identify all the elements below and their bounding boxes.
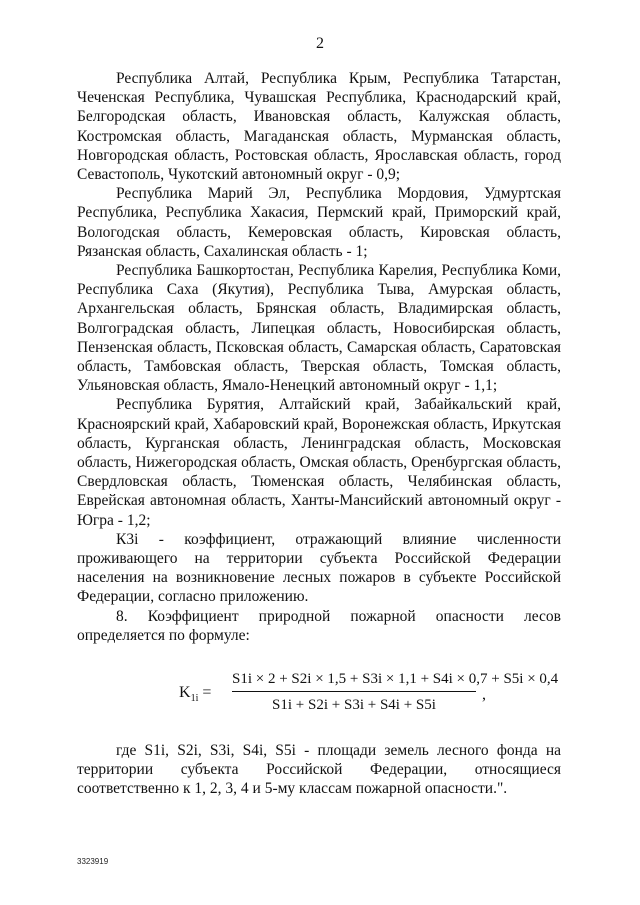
paragraph-coefficient-1-1: Республика Башкортостан, Республика Карелия, Республика Коми, Республика Саха (Якутия), Республика Тыва, Амурская область, Архангельская область, Брянская область, Владимирская область, Волгоградская область, Липецкая область, Новосибирская область, Пензенская область, Псковская область, Самарская область, Саратовская область, Тамбовская область, Тверская область, Томская область, Ульяновская область, Ямало-Ненецкий автономный округ - 1,1;	[77, 262, 561, 395]
formula-trailing-comma: ,	[482, 686, 486, 703]
paragraph-coefficient-0-9: Республика Алтай, Республика Крым, Республика Татарстан, Чеченская Республика, Чувашская Республика, Краснодарский край, Белгородская область, Ивановская область, Калужская область, Костромская область, Магаданская область, Мурманская область, Новгородская область, Ростовская область, Ярославская область, город Севастополь, Чукотский автономный округ - 0,9;	[77, 70, 561, 184]
paragraph-k3i-definition: К3i - коэффициент, отражающий влияние численности проживающего на территории субъекта Российской Федерации населения на возникновение лесных пожаров в субъекте Российской Федерации, согласно приложению.	[77, 530, 561, 606]
body-text	[77, 69, 561, 645]
where-text	[77, 741, 561, 799]
formula-lhs	[179, 684, 211, 704]
paragraph-coefficient-1: Республика Марий Эл, Республика Мордовия, Удмуртская Республика, Республика Хакасия, Пермский край, Приморский край, Вологодская область, Кемеровская область, Кировская область, Рязанская область, Сахалинская область - 1;	[77, 185, 561, 260]
formula-equals: =	[202, 684, 212, 701]
formula-numerator: S1i × 2 + S2i × 1,5 + S3i × 1,1 + S4i × 0,7 + S5i × 0,4	[232, 671, 559, 687]
document-code: 3323919	[77, 857, 109, 866]
fraction-bar	[232, 691, 476, 692]
paragraph-item-8: 8. Коэффициент природной пожарной опасности лесов определяется по формуле:	[77, 607, 561, 644]
page-number: 2	[316, 35, 324, 52]
paragraph-where-definition: где S1i, S2i, S3i, S4i, S5i - площади земель лесного фонда на территории субъекта Российской Федерации, относящиеся соответственно к 1, 2, 3, 4 и 5-му классам пожарной опасности.".	[77, 742, 561, 798]
formula-lhs-symbol: K	[179, 684, 191, 701]
formula-fraction	[232, 668, 559, 716]
formula	[0, 668, 640, 720]
paragraph-coefficient-1-2: Республика Бурятия, Алтайский край, Забайкальский край, Красноярский край, Хабаровский край, Воронежская область, Иркутская область, Курганская область, Ленинградская область, Московская область, Нижегородская область, Омская область, Оренбургская область, Свердловская область, Тюменская область, Челябинская область, Еврейская автономная область, Ханты-Мансийский автономный округ - Югра - 1,2;	[77, 396, 561, 529]
formula-denominator: S1i + S2i + S3i + S4i + S5i	[272, 697, 436, 713]
formula-lhs-sub: 1i	[190, 693, 199, 705]
